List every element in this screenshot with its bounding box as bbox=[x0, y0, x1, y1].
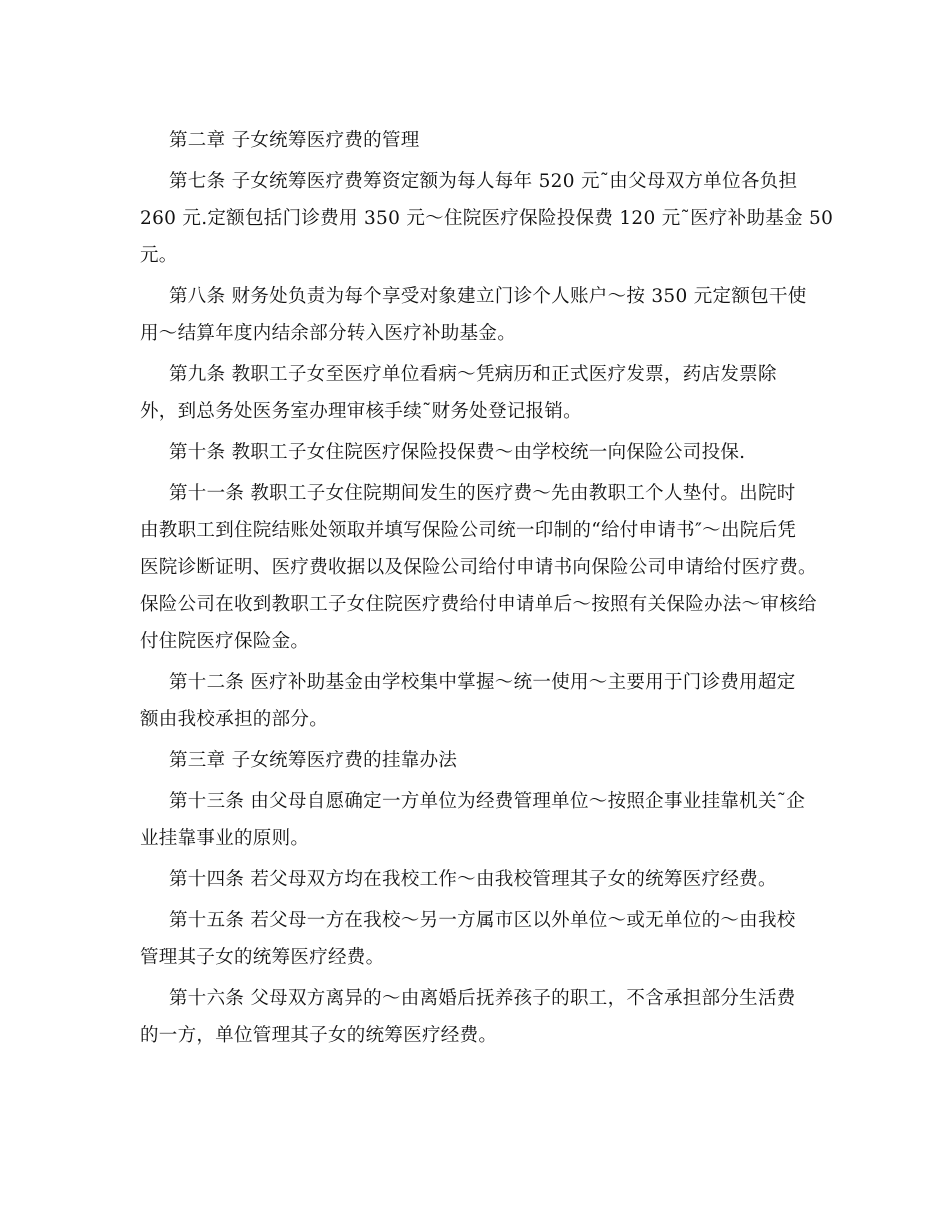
chapter-3-heading bbox=[140, 742, 810, 779]
document-body bbox=[140, 122, 834, 1058]
article-15 bbox=[140, 902, 810, 976]
text-line: 第十条 教职工子女住院医疗保险投保费～由学校统一向保险公司投保. bbox=[169, 442, 746, 463]
article-16 bbox=[140, 980, 810, 1054]
article-7 bbox=[140, 163, 834, 274]
text-line: 额由我校承担的部分。 bbox=[140, 709, 329, 730]
text-line: 管理其子女的统筹医疗经费。 bbox=[140, 947, 385, 968]
chapter-2-heading bbox=[140, 122, 810, 159]
article-9 bbox=[140, 356, 810, 430]
text-line: 保险公司在收到教职工子女住院医疗费给付申请单后～按照有关保险办法～审核给 bbox=[140, 594, 817, 615]
text-line: 第十二条 医疗补助基金由学校集中掌握～统一使用～主要用于门诊费用超定 bbox=[169, 672, 796, 693]
article-12 bbox=[140, 664, 810, 738]
text-line: 元。 bbox=[140, 245, 178, 266]
text-line: 第二章 子女统筹医疗费的管理 bbox=[169, 130, 420, 151]
text-line: 第十一条 教职工子女住院期间发生的医疗费～先由教职工个人垫付。出院时 bbox=[169, 483, 796, 504]
text-line: 业挂靠事业的原则。 bbox=[140, 828, 310, 849]
text-line: 第三章 子女统筹医疗费的挂靠办法 bbox=[169, 750, 458, 771]
text-line: 260 元.定额包括门诊费用 350 元～住院医疗保险投保费 120 元˜医疗补助基金 50 bbox=[140, 208, 834, 229]
text-line: 付住院医疗保险金。 bbox=[140, 631, 310, 652]
article-13 bbox=[140, 783, 810, 857]
text-line: 由教职工到住院结账处领取并填写保险公司统一印制的“给付申请书″～出院后凭 bbox=[140, 520, 797, 541]
text-line: 的一方，单位管理其子女的统筹医疗经费。 bbox=[140, 1025, 498, 1046]
article-10 bbox=[140, 434, 810, 471]
article-11 bbox=[140, 475, 817, 660]
text-line: 外，到总务处医务室办理审核手续˜财务处登记报销。 bbox=[140, 401, 582, 422]
text-line: 用～结算年度内结余部分转入医疗补助基金。 bbox=[140, 323, 517, 344]
text-line: 第十三条 由父母自愿确定一方单位为经费管理单位～按照企事业挂靠机关˜企 bbox=[169, 791, 806, 812]
text-line: 第十四条 若父母双方均在我校工作～由我校管理其子女的统筹医疗经费。 bbox=[169, 869, 777, 890]
text-line: 第十五条 若父母一方在我校～另一方属市区以外单位～或无单位的～由我校 bbox=[169, 910, 796, 931]
text-line: 第七条 子女统筹医疗费筹资定额为每人每年 520 元˜由父母双方单位各负担 bbox=[169, 171, 798, 192]
text-line: 第九条 教职工子女至医疗单位看病～凭病历和正式医疗发票，药店发票除 bbox=[169, 364, 777, 385]
text-line: 第八条 财务处负责为每个享受对象建立门诊个人账户～按 350 元定额包干使 bbox=[169, 286, 807, 307]
article-8 bbox=[140, 278, 810, 352]
article-14 bbox=[140, 861, 810, 898]
text-line: 医院诊断证明、医疗费收据以及保险公司给付申请书向保险公司申请给付医疗费。 bbox=[140, 557, 817, 578]
text-line: 第十六条 父母双方离异的～由离婚后抚养孩子的职工，不含承担部分生活费 bbox=[169, 988, 796, 1009]
